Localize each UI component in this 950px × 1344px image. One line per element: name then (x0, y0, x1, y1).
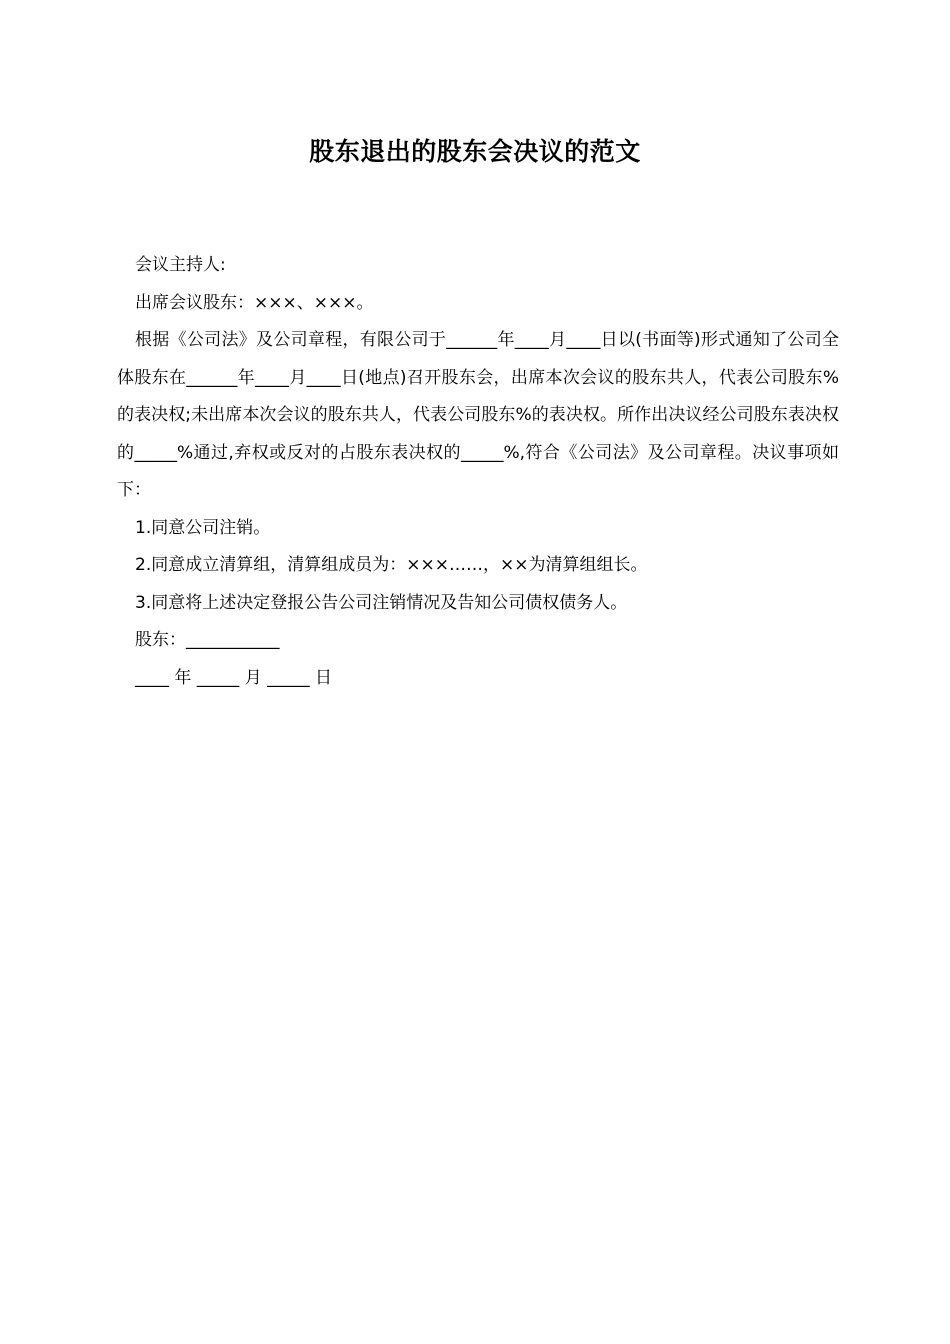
attendees-line: 出席会议股东：×××、×××。 (135, 292, 374, 313)
main-paragraph: 根据《公司法》及公司章程，有限公司于______年____月____日以(书面等)形式通知了公司全体股东在______年____月____日(地点)召开股东会，出席本次会议的股东共人，代表公司股东%的表决权;未出席本次会议的股东共人，代表公司股东%的表决权。所作出决议经公司股东表决权的_____%通过,弃权或反对的占股东表决权的_____%,符合《公司法》及公司章程。决议事项如下： (117, 330, 839, 500)
resolution-item-1: 1.同意公司注销。 (135, 517, 271, 538)
document-body (117, 247, 839, 697)
resolution-item-3: 3.同意将上述决定登报公告公司注销情况及告知公司债权债务人。 (135, 592, 628, 613)
document-title: 股东退出的股东会决议的范文 (309, 137, 641, 166)
host-line: 会议主持人: (135, 255, 226, 275)
shareholder-signature-line: 股东：___________ (135, 630, 280, 650)
resolution-item-2: 2.同意成立清算组，清算组成员为：×××……，××为清算组组长。 (135, 555, 648, 575)
date-line: ____ 年 _____ 月 _____ 日 (135, 667, 333, 688)
